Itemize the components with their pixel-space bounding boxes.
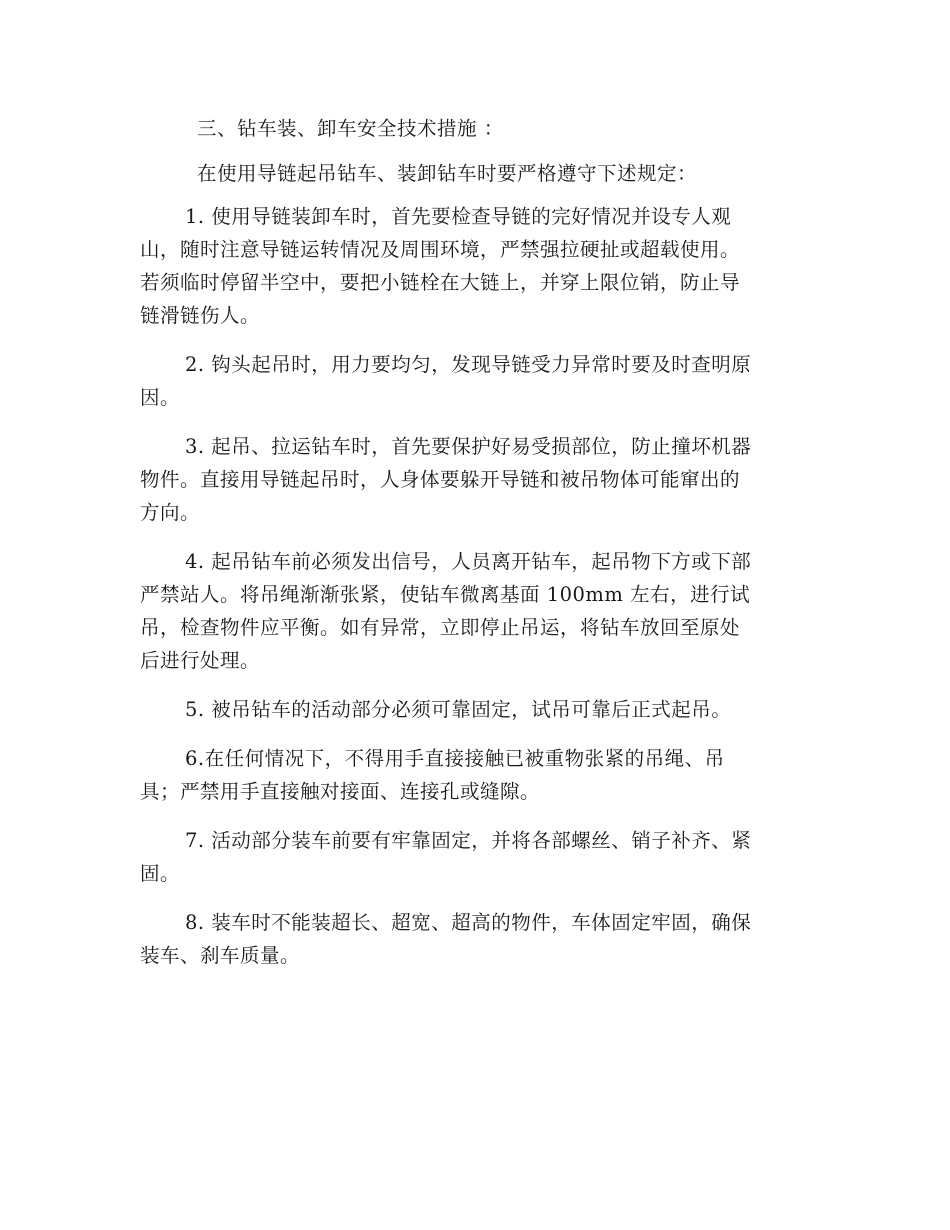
- list-item: [140, 348, 810, 414]
- text-line: 7. 活动部分装车前要有牢靠固定，并将各部螺丝、销子补齐、紧: [185, 829, 752, 852]
- list-item: [140, 545, 810, 677]
- text-line: 方向。: [140, 501, 201, 524]
- text-line: 8. 装车时不能装超长、超宽、超高的物件，车体固定牢固，确保: [185, 911, 752, 934]
- text-line: 严禁站人。将吊绳渐渐张紧，使钻车微离基面 100mm 左右，进行试: [140, 583, 751, 606]
- text-line: 1. 使用导链装卸车时，首先要检查导链的完好情况并设专人观: [185, 205, 732, 228]
- text-line: 吊，检查物件应平衡。如有异常，立即停止吊运，将钻车放回至原处: [140, 616, 741, 639]
- section-heading: 三、钻车装、卸车安全技术措施 ：: [197, 117, 504, 140]
- list-item: [140, 742, 810, 808]
- text-line: 物件。直接用导链起吊时，人身体要躲开导链和被吊物体可能窜出的: [140, 468, 741, 491]
- text-line: 链滑链伤人。: [140, 304, 261, 327]
- list-item: [140, 906, 810, 972]
- list-item: [140, 200, 810, 332]
- text-line: 固。: [140, 862, 181, 885]
- list-item: [140, 824, 810, 890]
- text-line: 因。: [140, 386, 181, 409]
- text-line: 4. 起吊钻车前必须发出信号，人员离开钻车，起吊物下方或下部: [185, 550, 752, 573]
- text-line: 后进行处理。: [140, 649, 261, 672]
- text-line: 6.在任何情况下，不得用手直接接触已被重物张紧的吊绳、吊: [185, 747, 725, 770]
- text-line: 装车、刹车质量。: [140, 944, 301, 967]
- text-line: 若须临时停留半空中，要把小链栓在大链上，并穿上限位销，防止导: [140, 271, 741, 294]
- text-line: 山，随时注意导链运转情况及周围环境，严禁强拉硬扯或超载使用。: [140, 238, 741, 261]
- text-line: 5. 被吊钻车的活动部分必须可靠固定，试吊可靠后正式起吊。: [185, 698, 732, 721]
- intro-paragraph: 在使用导链起吊钻车、装卸钻车时要严格遵守下述规定：: [197, 162, 698, 185]
- list-item: [140, 430, 810, 529]
- text-line: 3. 起吊、拉运钻车时，首先要保护好易受损部位，防止撞坏机器: [185, 435, 752, 458]
- document-body: [140, 112, 810, 988]
- list-item: [140, 693, 810, 726]
- text-line: 2. 钩头起吊时，用力要均匀，发现导链受力异常时要及时查明原: [185, 353, 752, 376]
- text-line: 具；严禁用手直接触对接面、连接孔或缝隙。: [140, 780, 541, 803]
